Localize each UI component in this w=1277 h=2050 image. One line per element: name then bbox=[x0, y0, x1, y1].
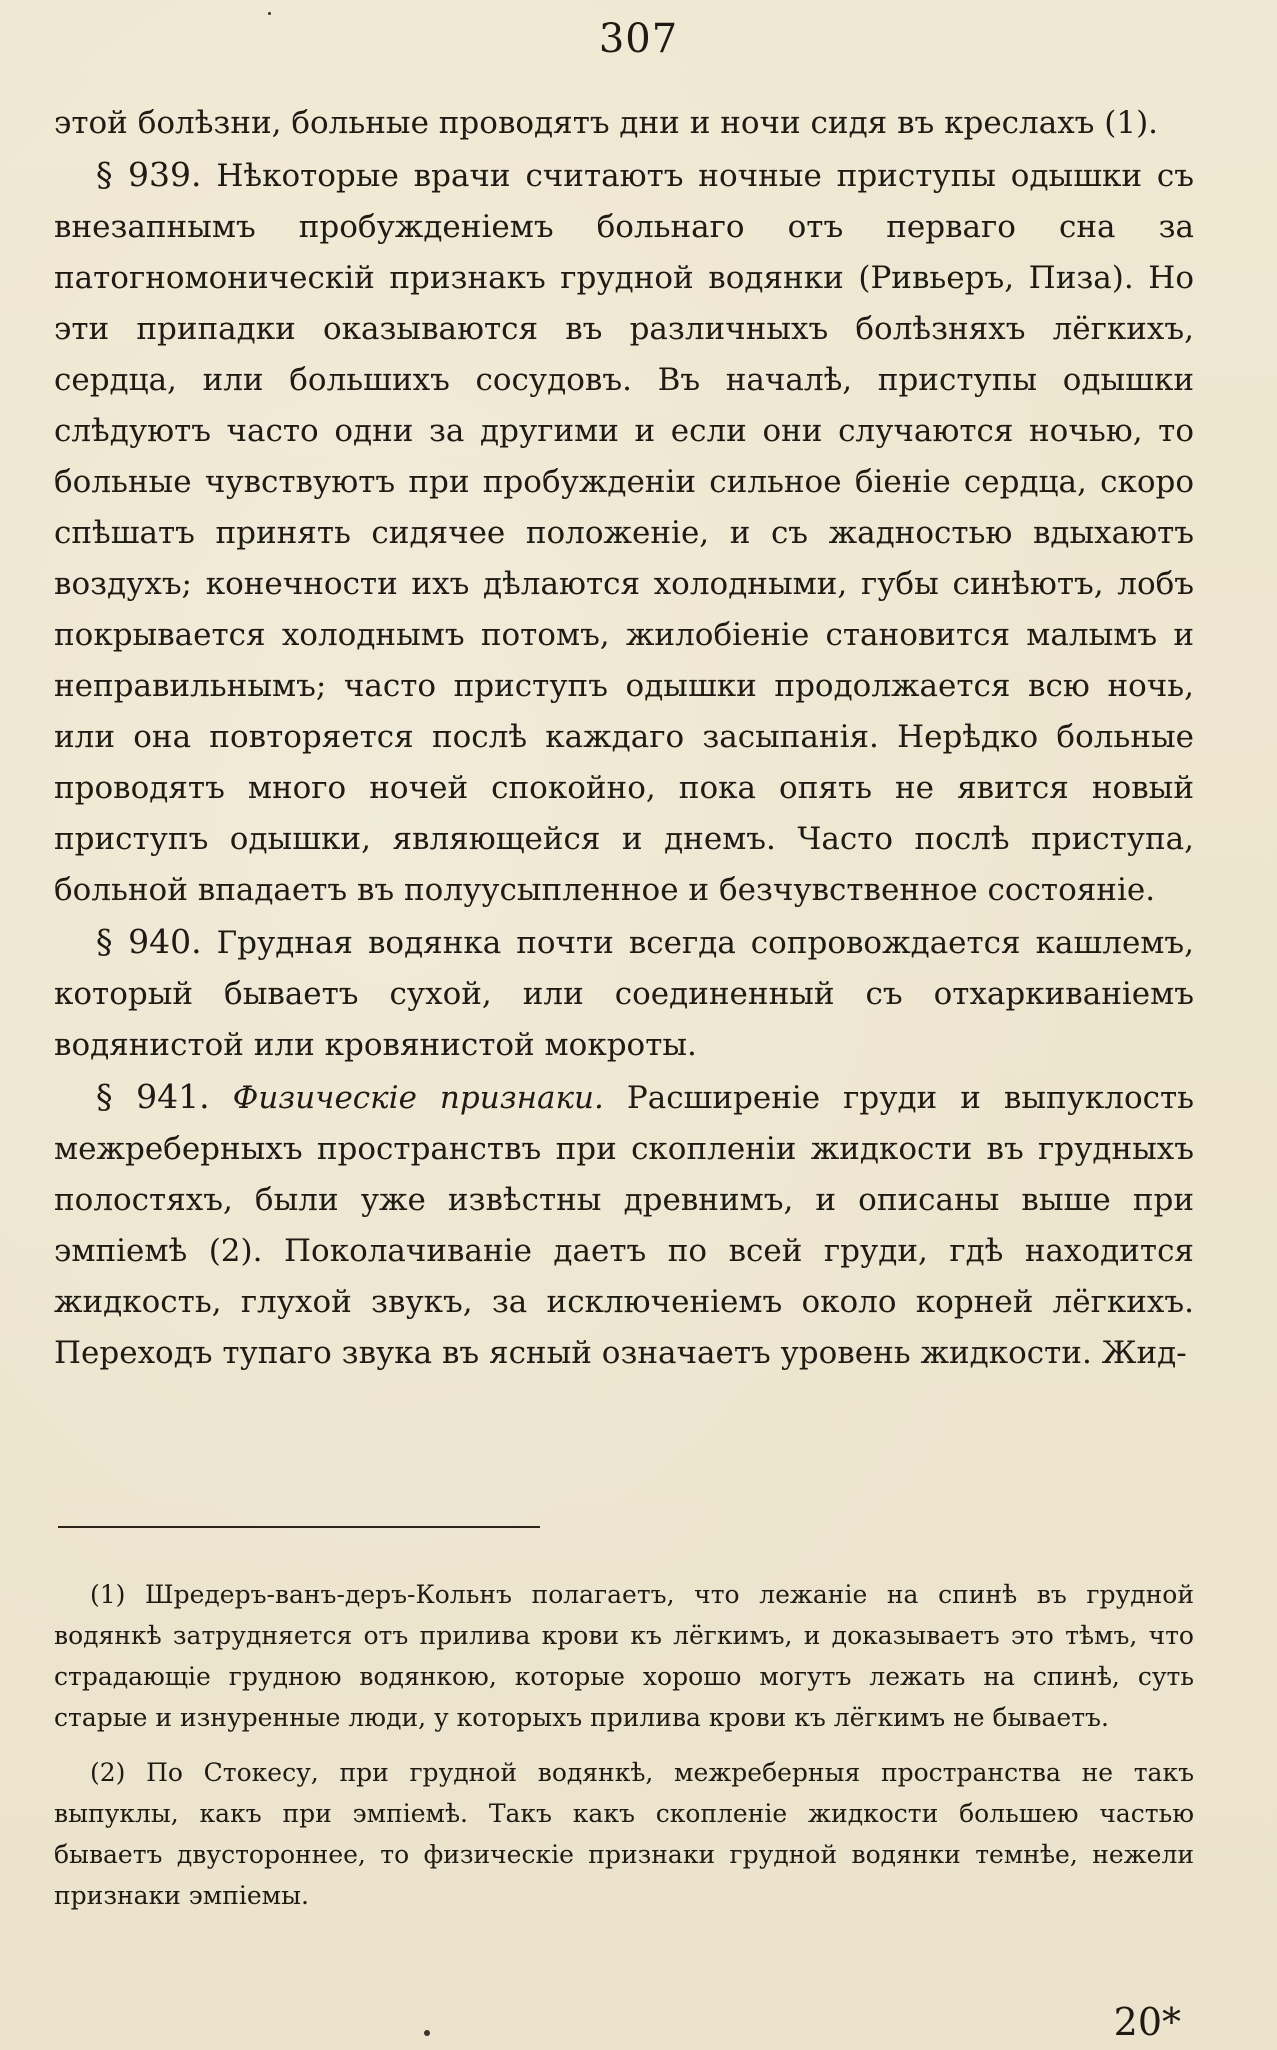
section-number: § 939. bbox=[96, 155, 202, 194]
footnotes bbox=[54, 1574, 1194, 1930]
continuation-paragraph: этой болѣзни, больные проводятъ дни и ночи сидя въ креслахъ (1). bbox=[54, 105, 1159, 141]
section-941-paragraph bbox=[54, 1071, 1194, 1379]
section-italic-heading: Физическіе признаки. bbox=[232, 1080, 604, 1116]
section-text: Нѣкоторые врачи считаютъ ночные приступы одышки съ внезапнымъ пробужденіемъ больнаго отъ перваго сна за патогномоническій признакъ грудной водянки (Ривьеръ, Пиза). Но эти припадки оказываются въ различныхъ болѣзняхъ лёгкихъ, сердца, или большихъ сосудовъ. Въ началѣ, приступы одышки слѣдуютъ часто одни за другими и если они случаются ночью, то больные чувствуютъ при пробужденіи сильное біеніе сердца, скоро спѣшатъ принять сидячее положеніе, и съ жадностью вдыхаютъ воздухъ; конечности ихъ дѣлаются холодными, губы синѣютъ, лобъ покрывается холоднымъ потомъ, жилобіеніе становится малымъ и неправильнымъ; часто приступъ одышки продолжается всю ночь, или она повторяется послѣ каждаго засыпанія. Нерѣдко больные проводятъ много ночей спокойно, пока опять не явится новый приступъ одышки, являющейся и днемъ. Часто послѣ приступа, больной впадаетъ въ полуусыпленное и безчувственное состояніе. bbox=[54, 158, 1195, 908]
section-940-paragraph bbox=[54, 916, 1194, 1071]
page-number: 307 bbox=[598, 16, 679, 62]
signature-mark: 20* bbox=[1113, 2000, 1181, 2044]
section-number: § 940. bbox=[96, 922, 202, 961]
main-text bbox=[54, 98, 1194, 1379]
footnote-separator bbox=[58, 1526, 540, 1528]
section-text: Грудная водянка почти всегда сопровождается кашлемъ, который бываетъ сухой, или соединенный съ отхаркиваніемъ водянистой или кровянистой мокроты. bbox=[54, 925, 1194, 1063]
ink-speck bbox=[268, 12, 271, 15]
section-939-paragraph bbox=[54, 149, 1194, 916]
footnote-2: (2) По Стокесу, при грудной водянкѣ, межреберныя пространства не такъ выпуклы, какъ при эмпіемѣ. Такъ какъ скопленіе жидкости большею частью бываетъ двустороннее, то физическіе признаки грудной водянки темнѣе, нежели признаки эмпіемы. bbox=[54, 1758, 1194, 1910]
section-text: Расширеніе груди и выпуклость межреберныхъ пространствъ при скопленіи жидкости въ грудныхъ полостяхъ, были уже извѣстны древнимъ, и описаны выше при эмпіемѣ (2). Поколачиваніе даетъ по всей груди, гдѣ находится жидкость, глухой звукъ, за исключеніемъ около корней лёгкихъ. Переходъ тупаго звука въ ясный означаетъ уровень жидкости. Жид- bbox=[54, 1080, 1195, 1371]
ink-speck bbox=[424, 2030, 430, 2036]
footnote-1: (1) Шредеръ-ванъ-деръ-Кольнъ полагаетъ, что лежаніе на спинѣ въ грудной водянкѣ затрудняется отъ прилива крови къ лёгкимъ, и доказываетъ это тѣмъ, что страдающіе грудною водянкою, которые хорошо могутъ лежать на спинѣ, суть старые и изнуренные люди, у которыхъ прилива крови къ лёгкимъ не бываетъ. bbox=[54, 1580, 1194, 1732]
section-number: § 941. bbox=[96, 1077, 210, 1116]
